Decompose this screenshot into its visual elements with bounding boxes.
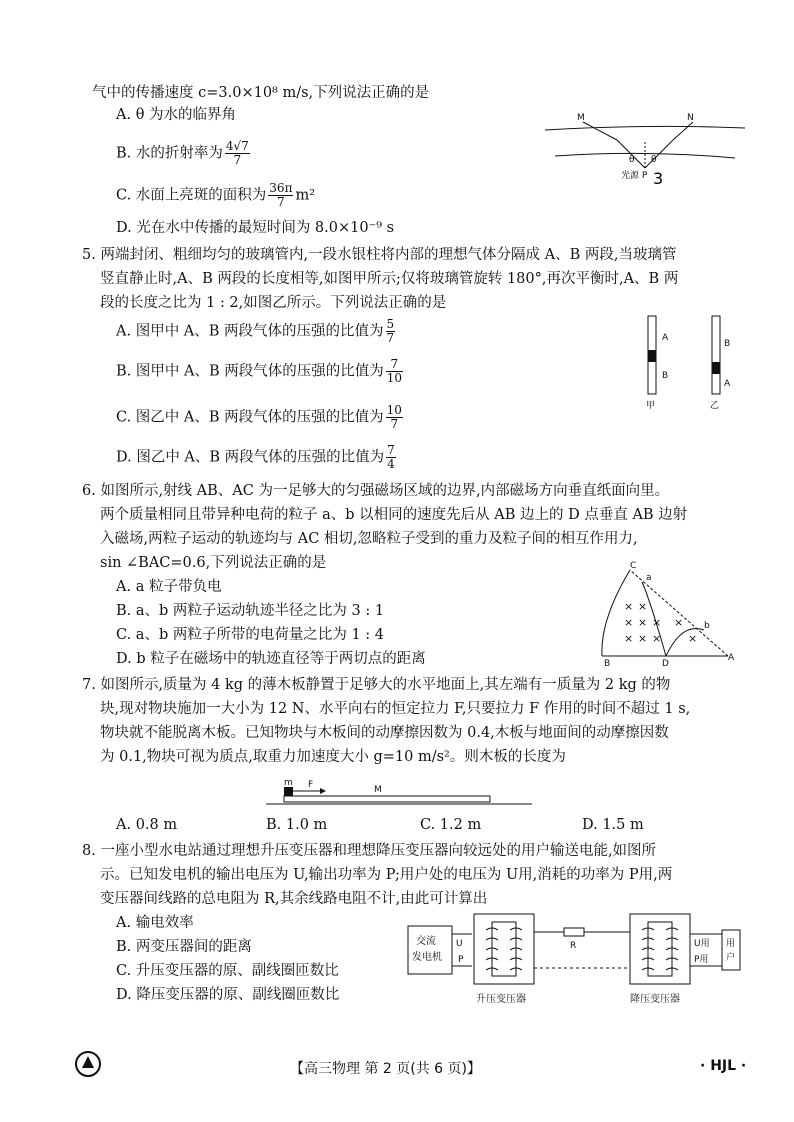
svg-text:R: R [570, 941, 577, 951]
svg-text:θ: θ [629, 155, 635, 165]
svg-text:×: × [652, 616, 662, 629]
svg-text:A: A [728, 653, 735, 663]
q8-option-b: B. 两变压器间的距离 [116, 939, 252, 955]
svg-text:3: 3 [653, 169, 664, 188]
svg-text:C: C [630, 561, 637, 571]
q6-option-b: B. a、b 两粒子运动轨迹半径之比为 3 : 1 [116, 603, 385, 619]
svg-text:交流: 交流 [416, 936, 436, 947]
svg-text:M: M [374, 785, 382, 795]
q7-stem-4: 为 0.1,物块可视为质点,取重力加速度大小 g=10 m/s²。则木板的长度为 [100, 749, 566, 765]
svg-text:×: × [624, 616, 634, 629]
svg-text:B: B [604, 659, 611, 669]
svg-text:A: A [662, 333, 669, 343]
q6-figure [590, 560, 740, 670]
q8-figure [408, 908, 748, 1018]
svg-text:a: a [646, 573, 652, 583]
q7-figure [266, 778, 536, 812]
svg-text:b: b [704, 621, 710, 631]
q6-stem-3: 入磁场,两粒子运动的轨迹均与 AC 相切,忽略粒子受到的重力及粒子间的相互作用力, [100, 531, 638, 547]
q7-option-b: B. 1.0 m [266, 817, 328, 833]
q4-option-a: A. θ 为水的临界角 [116, 107, 237, 123]
q5-option-c: C. 图乙中 A、B 两段气体的压强的比值为 $\frac{10}{7}$ [116, 403, 402, 431]
q6-stem-4: sin ∠BAC=0.6,下列说法正确的是 [100, 555, 327, 571]
svg-text:B: B [662, 371, 669, 381]
q4-option-b-text: B. 水的折射率为 [116, 145, 223, 162]
svg-text:U: U [456, 939, 463, 949]
svg-text:×: × [688, 632, 698, 645]
svg-text:×: × [652, 632, 662, 645]
svg-text:×: × [624, 632, 634, 645]
svg-text:户: 户 [726, 953, 736, 963]
q8-option-c: C. 升压变压器的原、副线圈匝数比 [116, 963, 339, 979]
q8-option-a: A. 输电效率 [116, 915, 194, 931]
q7-stem-3: 物块就不能脱离木板。已知物块与木板间的动摩擦因数为 0.4,木板与地面间的动摩擦因数 [100, 725, 669, 741]
q4-option-b-fraction: $\frac{4√7}{7}$ [225, 139, 249, 167]
q4-label-m: M [577, 113, 585, 123]
page-footer: 【高三物理 第 2 页(共 6 页)】 [290, 1061, 481, 1077]
svg-text:×: × [624, 600, 634, 613]
q6-option-a: A. a 粒子带负电 [116, 579, 222, 595]
svg-text:A: A [724, 379, 731, 389]
q6-stem-2: 两个质量相同且带异种电荷的粒子 a、b 以相同的速度先后从 AB 边上的 D 点垂直 AB 边射 [100, 507, 688, 523]
svg-text:乙: 乙 [710, 401, 720, 411]
q5-stem-2: 竖直静止时,A、B 两段的长度相等,如图甲所示;仅将玻璃管旋转 180°,再次平衡时,A、B 两 [100, 271, 679, 287]
svg-text:P: P [458, 955, 464, 965]
q6-option-c: C. a、b 两粒子所带的电荷量之比为 1 : 4 [116, 627, 384, 643]
q4-label-p: 光源 P [621, 171, 648, 181]
svg-text:×: × [638, 616, 648, 629]
svg-text:D: D [662, 659, 669, 669]
q7-option-c: C. 1.2 m [420, 817, 482, 833]
svg-text:m: m [284, 778, 293, 788]
q8-stem-3: 变压器间线路的总电阻为 R,其余线路电阻不计,由此可计算出 [100, 891, 488, 907]
q4-intro: 气中的传播速度 c=3.0×10⁸ m/s,下列说法正确的是 [92, 85, 430, 101]
q7-stem-2: 块,现对物块施加一大小为 12 N、水平向右的恒定拉力 F,只要拉力 F 作用的时间不超过 1 s, [100, 701, 691, 717]
q4-option-c: C. 水面上亮斑的面积为 $\frac{36\pi}{7}$ m² [116, 181, 316, 209]
svg-text:θ: θ [651, 155, 657, 165]
q5-option-b: B. 图甲中 A、B 两段气体的压强的比值为 $\frac{7}{10}$ [116, 357, 402, 385]
q4-option-b [116, 140, 252, 167]
q7-stem-1: 7. 如图所示,质量为 4 kg 的薄木板静置于足够大的水平地面上,其左端有一质量为 2 kg 的物 [82, 677, 671, 693]
q8-option-d: D. 降压变压器的原、副线圈匝数比 [116, 987, 340, 1003]
q5-option-a: A. 图甲中 A、B 两段气体的压强的比值为 $\frac{5}{7}$ [116, 317, 395, 345]
q8-label-step-down: 降压变压器 [630, 994, 680, 1005]
q5-stem-3: 段的长度之比为 1 : 2,如图乙所示。下列说法正确的是 [100, 295, 447, 311]
svg-text:×: × [674, 616, 684, 629]
corner-logo-icon [74, 1050, 104, 1080]
q5-stem-1: 5. 两端封闭、粗细均匀的玻璃管内,一段水银柱将内部的理想气体分隔成 A、B 两段,当玻璃管 [82, 247, 677, 263]
q6-stem-1: 6. 如图所示,射线 AB、AC 为一足够大的匀强磁场区域的边界,内部磁场方向垂直纸面向里。 [82, 483, 670, 499]
q7-option-a: A. 0.8 m [116, 817, 178, 833]
q4-label-n: N [687, 113, 694, 123]
footer-code: · HJL · [700, 1058, 747, 1074]
q7-option-d: D. 1.5 m [582, 817, 644, 833]
svg-text:F: F [308, 780, 314, 790]
svg-text:甲: 甲 [646, 401, 656, 411]
q5-option-d: D. 图乙中 A、B 两段气体的压强的比值为 $\frac{7}{4}$ [116, 443, 395, 471]
q4-option-c-fraction: $\frac{36\pi}{7}$ [269, 181, 293, 209]
q8-label-step-up: 升压变压器 [476, 994, 526, 1005]
svg-text:×: × [638, 600, 648, 613]
q6-option-d: D. b 粒子在磁场中的轨迹直径等于两切点的距离 [116, 651, 426, 667]
q8-stem-2: 示。已知发电机的输出电压为 U,输出功率为 P;用户处的电压为 U用,消耗的功率为 P用,两 [100, 867, 673, 883]
svg-text:P用: P用 [694, 955, 709, 965]
q4-figure [545, 110, 745, 200]
q5-figure [640, 316, 740, 416]
q4-option-d: D. 光在水中传播的最短时间为 8.0×10⁻⁹ s [116, 220, 395, 236]
svg-text:B: B [724, 339, 731, 349]
svg-text:用: 用 [726, 939, 736, 949]
svg-text:发电机: 发电机 [412, 952, 442, 963]
q8-stem-1: 8. 一座小型水电站通过理想升压变压器和理想降压变压器向较远处的用户输送电能,如图所 [82, 843, 657, 859]
svg-text:U用: U用 [694, 939, 710, 949]
svg-text:×: × [638, 632, 648, 645]
